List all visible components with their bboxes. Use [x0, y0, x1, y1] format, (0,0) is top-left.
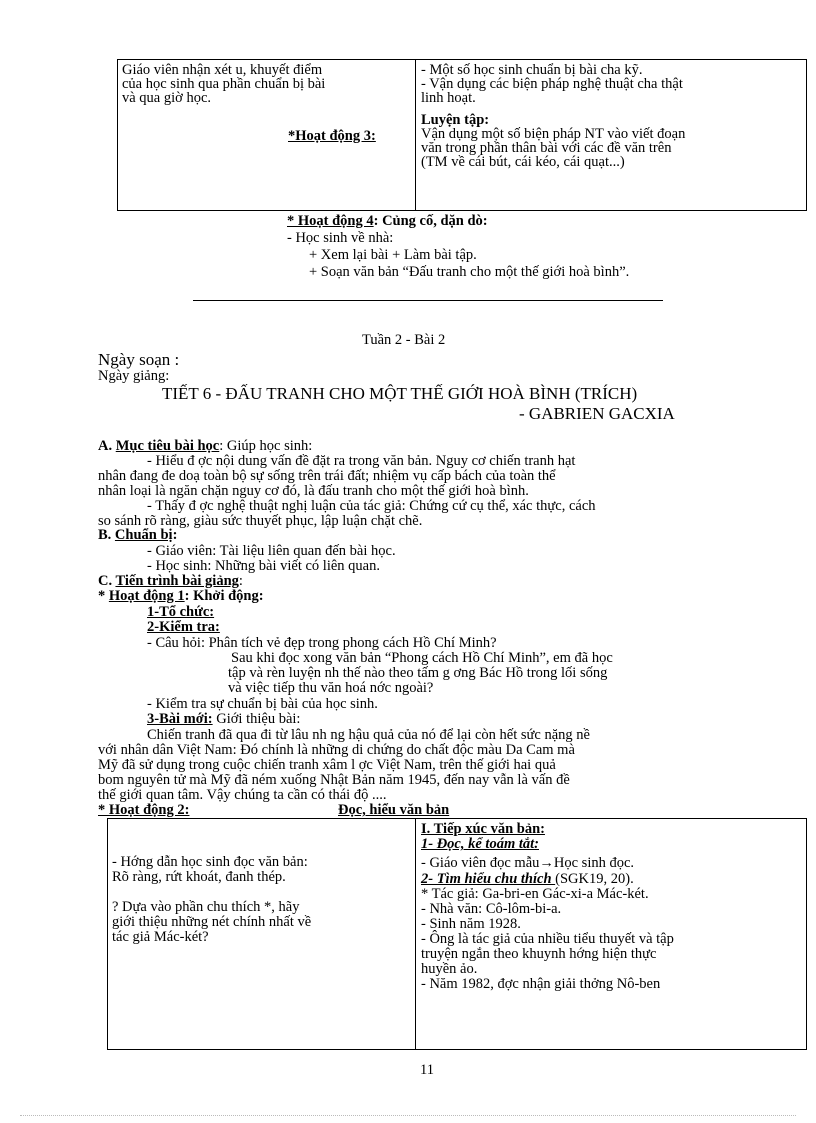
- intro-line-5: thế giới quan tâm. Vậy chúng ta cần có thái độ ....: [98, 787, 387, 803]
- section-a-line-3: nhân loại là ngăn chặn nguy cơ đó, là đấu tranh cho một thế giới hoà bình.: [98, 483, 529, 499]
- activity-4-title: : Củng cố, dặn dò:: [373, 213, 488, 229]
- section-c-rest: :: [238, 573, 243, 589]
- section-b-rest: :: [172, 527, 178, 543]
- section-c-title: Tiến trình bài giảng: [115, 573, 239, 589]
- bottom-left-line-3: ? Dựa vào phần chu thích *, hãy: [112, 899, 300, 915]
- activity-4-line-1: - Học sinh về nhà:: [287, 230, 394, 246]
- author-line-5: truyện ngắn theo khuynh hớng hiện thực: [421, 946, 657, 962]
- section-a-title: Mục tiêu bài học: [115, 438, 220, 454]
- activity-4-heading: [287, 214, 488, 228]
- section-a-line-2: nhân đang đe doạ toàn bộ sự sống trên trái đất; nhiệm vụ cấp bách của toàn thể: [98, 468, 556, 484]
- section-separator: [193, 300, 663, 301]
- date-prepare: Ngày soạn :: [98, 350, 180, 369]
- author-line-4: - Ông là tác giả của nhiều tiểu thuyết và tập: [421, 931, 674, 947]
- activity-1-label: Hoạt động 1: [108, 588, 185, 604]
- activity-4-line-2: + Xem lại bài + Làm bài tập.: [309, 247, 477, 263]
- section-a-rest: : Giúp học sinh:: [219, 438, 313, 454]
- section-a-line-5: so sánh rõ ràng, giàu sức thuyết phục, lập luận chặt chẽ.: [98, 513, 423, 529]
- author-line-6: huyền ảo.: [421, 961, 478, 977]
- section-c-heading: [98, 574, 243, 588]
- section-a-heading: [98, 439, 312, 453]
- question-line-3: tập và rèn luyện nh thế nào theo tấm g ơng Bác Hồ trong lối sống: [228, 665, 608, 681]
- intro-line-3: Mỹ đã sử dụng trong cuộc chiến tranh xâm l ợc Việt Nam, trên thế giới hai quả: [98, 757, 556, 773]
- activity-3-label: *Hoạt động 3:: [288, 128, 376, 144]
- bottom-left-line-4: giới thiệu những nét chính nhất về: [112, 914, 312, 930]
- top-table-divider: [415, 59, 416, 211]
- activity-1-heading: [98, 589, 264, 603]
- author-line-1: * Tác giả: Ga-bri-en Gác-xi-a Mác-két.: [421, 886, 649, 902]
- top-right-line-2: - Vận dụng các biện pháp nghệ thuật cha thật: [421, 76, 683, 92]
- new-lesson-rest: Giới thiệu bài:: [212, 711, 301, 727]
- page-number: 11: [420, 1062, 434, 1078]
- author-line-7: - Năm 1982, đợc nhận giải thởng Nô-ben: [421, 976, 661, 992]
- practice-line-2: văn trong phần thân bài với các đề văn trên: [421, 140, 672, 156]
- page-bottom-border: [20, 1115, 796, 1116]
- activity-4-label: * Hoạt động 4: [287, 213, 374, 229]
- author-line-3: - Sinh năm 1928.: [421, 916, 521, 932]
- section-a-prefix: A.: [98, 438, 116, 454]
- intro-line-1: Chiến tranh đã qua đi từ lâu nh ng hậu quả của nó để lại còn hết sức nặng nề: [147, 727, 590, 743]
- practice-line-3: (TM về cái bút, cái kéo, cái quạt...): [421, 154, 625, 170]
- activity-1-star: *: [98, 588, 109, 604]
- question-line-1: - Câu hỏi: Phân tích vẻ đẹp trong phong cách Hồ Chí Minh?: [147, 635, 497, 651]
- activity-2-label: * Hoạt động 2:: [98, 802, 190, 818]
- top-left-line-2: của học sinh qua phần chuẩn bị bài: [122, 76, 326, 92]
- organization-label: 1-Tổ chức:: [147, 604, 215, 620]
- top-right-line-3: linh hoạt.: [421, 90, 476, 106]
- student-reads-text: Học sinh đọc.: [553, 855, 635, 871]
- read-summary-heading: 1- Đọc, kể toám tắt:: [421, 836, 539, 852]
- check-label: 2-Kiểm tra:: [147, 619, 220, 635]
- author-line-2: - Nhà văn: Cô-lôm-bi-a.: [421, 901, 562, 917]
- week-label: Tuần 2 - Bài 2: [362, 332, 446, 348]
- activity-1-title: : Khởi động:: [184, 588, 264, 604]
- arrow-right-icon: →: [539, 855, 554, 871]
- lesson-title: TIẾT 6 - ĐẤU TRANH CHO MỘT THẾ GIỚI HOÀ BÌNH (TRÍCH): [162, 384, 638, 403]
- question-line-5: - Kiểm tra sự chuẩn bị bài của học sinh.: [147, 696, 378, 712]
- practice-heading: Luyện tập:: [421, 112, 490, 128]
- section-b-line-1: - Giáo viên: Tài liệu liên quan đến bài học.: [147, 543, 396, 559]
- read-model-line: [421, 856, 634, 870]
- section-b-heading: [98, 528, 177, 542]
- date-teach: Ngày giảng:: [98, 368, 170, 384]
- new-lesson-label: 3-Bài mới:: [147, 711, 213, 727]
- bottom-table-divider: [415, 818, 416, 1050]
- intro-line-2: với nhân dân Việt Nam: Đó chính là những di chứng do chất độc màu Da Cam mà: [98, 742, 575, 758]
- lesson-author: - GABRIEN GACXIA: [519, 404, 675, 423]
- activity-4-line-3: + Soạn văn bản “Đấu tranh cho một thế giới hoà bình”.: [309, 264, 630, 280]
- section-a-line-1: - Hiểu đ ợc nội dung vấn đề đặt ra trong văn bản. Nguy cơ chiến tranh hạt: [147, 453, 576, 469]
- annotation-heading: [421, 872, 634, 886]
- section-c-prefix: C.: [98, 573, 116, 589]
- bottom-left-line-2: Rõ ràng, rứt khoát, đanh thép.: [112, 869, 286, 885]
- top-right-line-1: - Một số học sinh chuẩn bị bài cha kỹ.: [421, 62, 643, 78]
- annotation-reference: (SGK19, 20).: [555, 871, 634, 887]
- section-b-line-2: - Học sinh: Những bài viết có liên quan.: [147, 558, 380, 574]
- annotation-title: 2- Tìm hiểu chu thích: [421, 871, 556, 887]
- practice-line-1: Vận dụng một số biện pháp NT vào viết đoạn: [421, 126, 686, 142]
- bottom-left-line-5: tác giả Mác-két?: [112, 929, 209, 945]
- top-left-line-1: Giáo viên nhận xét u, khuyết điểm: [122, 62, 323, 78]
- question-line-4: và việc tiếp thu văn hoá nớc ngoài?: [228, 680, 434, 696]
- bottom-left-line-1: - Hớng dẫn học sinh đọc văn bản:: [112, 854, 308, 870]
- section-b-prefix: B.: [98, 527, 115, 543]
- section-b-title: Chuẩn bị: [114, 527, 173, 543]
- top-left-line-3: và qua giờ học.: [122, 90, 212, 106]
- intro-line-4: bom nguyên tử mà Mỹ đã ném xuống Nhật Bản năm 1945, đến nay vẫn là vấn đề: [98, 772, 570, 788]
- activity-2-title: Đọc, hiểu văn bản: [338, 802, 450, 818]
- new-lesson-heading: [147, 712, 300, 726]
- section-a-line-4: - Thấy đ ợc nghệ thuật nghị luận của tác giả: Chứng cứ cụ thể, xác thực, cách: [147, 498, 596, 514]
- text-contact-heading: I. Tiếp xúc văn bản:: [421, 821, 545, 837]
- question-line-2: Sau khi đọc xong văn bản “Phong cách Hồ Chí Minh”, em đã học: [231, 650, 613, 666]
- read-model-text: - Giáo viên đọc mẫu: [421, 855, 540, 871]
